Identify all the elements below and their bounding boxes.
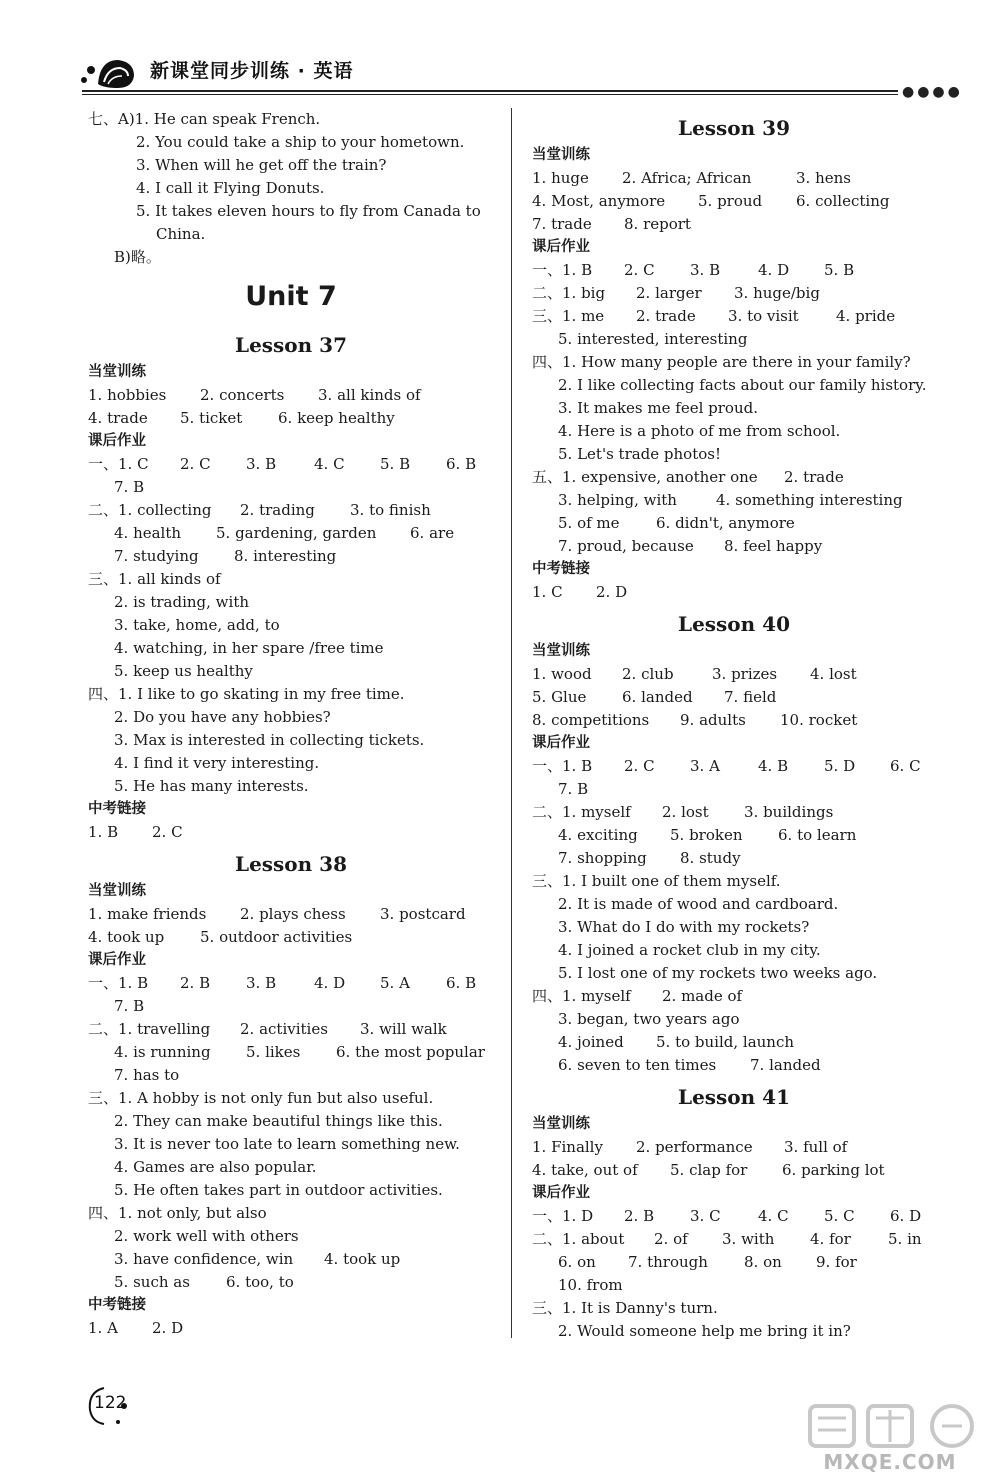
answer-text: 2. D — [596, 583, 628, 601]
answer-text: 8. on — [744, 1253, 782, 1271]
answer-text: 4. lost — [810, 665, 857, 683]
answer-text: 6. didn't, anymore — [656, 514, 795, 532]
answer-line — [532, 1008, 936, 1031]
answer-line — [532, 824, 936, 847]
answer-text: 5. to build, launch — [656, 1033, 795, 1051]
answer-text: 5. C — [824, 1207, 855, 1225]
answer-line — [532, 328, 936, 351]
answer-text: 9. for — [816, 1253, 857, 1271]
answer-line — [88, 522, 494, 545]
answer-line — [532, 1320, 936, 1343]
answer-line — [532, 1054, 936, 1077]
answer-text: 2. trade — [784, 468, 844, 486]
answer-text: China. — [156, 225, 206, 243]
answer-text: 5. He often takes part in outdoor activities. — [114, 1181, 443, 1199]
answer-line — [532, 1297, 936, 1320]
answer-text: 2. Would someone help me bring it in? — [558, 1322, 851, 1340]
answer-line — [532, 1274, 936, 1297]
lesson-heading: Lesson 41 — [678, 1085, 790, 1109]
answer-text: 1. make friends — [88, 905, 207, 923]
answer-line — [532, 778, 936, 801]
answer-text: 5. D — [824, 757, 856, 775]
section-label: 当堂训练 — [532, 147, 590, 163]
answer-line — [532, 1159, 936, 1182]
answer-text: 3. hens — [796, 169, 851, 187]
answer-text: 3. Max is interested in collecting tickets. — [114, 731, 425, 749]
header-rule-thin — [82, 94, 898, 95]
answer-text: 7. has to — [114, 1066, 180, 1084]
answer-line — [532, 1205, 936, 1228]
answer-text: 5. He has many interests. — [114, 777, 309, 795]
answer-line — [88, 1179, 494, 1202]
section-label: 课后作业 — [88, 952, 146, 968]
answer-text: 10. rocket — [780, 711, 858, 729]
answer-line — [88, 614, 494, 637]
answer-text: 6. parking lot — [782, 1161, 885, 1179]
answer-line — [88, 637, 494, 660]
answer-text: 5. outdoor activities — [200, 928, 353, 946]
answer-text: 6. to learn — [778, 826, 857, 844]
book-logo-icon — [78, 54, 140, 90]
answer-text: 5. broken — [670, 826, 743, 844]
answer-text: 5. likes — [246, 1043, 301, 1061]
answer-text: 3. began, two years ago — [558, 1010, 740, 1028]
header-title: 新课堂同步训练 · 英语 — [150, 60, 354, 82]
answer-text: 2. performance — [636, 1138, 753, 1156]
answer-text: 3. It makes me feel proud. — [558, 399, 758, 417]
answer-text: 二、1. big — [532, 284, 606, 302]
page-header — [78, 48, 963, 100]
answer-line — [532, 420, 936, 443]
answer-text: 7. B — [114, 478, 145, 496]
answer-line — [88, 903, 494, 926]
answer-text: 5. B — [824, 261, 855, 279]
answer-line — [532, 397, 936, 420]
answer-text: 三、1. It is Danny's turn. — [532, 1299, 718, 1317]
answer-line — [532, 870, 936, 893]
answer-text: 一、1. B — [532, 261, 593, 279]
answer-text: 七、A)1. He can speak French. — [88, 110, 321, 128]
answer-text: 8. study — [680, 849, 741, 867]
answer-text: B)略。 — [114, 248, 161, 266]
section-label: 课后作业 — [532, 239, 590, 255]
answer-line — [88, 995, 494, 1018]
answer-text: 3. all kinds of — [318, 386, 421, 404]
answer-text: 4. joined — [558, 1033, 624, 1051]
watermark-text: MXQE.COM — [823, 1450, 957, 1474]
answer-text: 3. will walk — [360, 1020, 447, 1038]
answer-line — [532, 581, 936, 604]
answer-text: 1. Finally — [532, 1138, 603, 1156]
answer-line — [88, 223, 494, 246]
answer-text: 8. report — [624, 215, 691, 233]
lesson-heading: Lesson 37 — [235, 333, 347, 357]
answer-text: 一、1. B — [532, 757, 593, 775]
answer-text: 4. D — [758, 261, 790, 279]
answer-line — [532, 985, 936, 1008]
answer-text: 6. the most popular — [336, 1043, 485, 1061]
answer-text: 2. made of — [662, 987, 743, 1005]
answer-text: 4. trade — [88, 409, 148, 427]
answer-text: 4. D — [314, 974, 346, 992]
answer-text: 5. Glue — [532, 688, 587, 706]
answer-line — [532, 1136, 936, 1159]
lesson-heading: Lesson 39 — [678, 116, 790, 140]
section-label: 中考链接 — [88, 1297, 146, 1313]
answer-text: 二、1. collecting — [88, 501, 212, 519]
answer-line — [88, 1202, 494, 1225]
answer-line — [88, 591, 494, 614]
section-label: 当堂训练 — [88, 883, 146, 899]
section-label: 当堂训练 — [532, 1116, 590, 1132]
answer-line — [532, 443, 936, 466]
answer-line — [532, 374, 936, 397]
answer-text: 4. I find it very interesting. — [114, 754, 320, 772]
answer-line — [532, 893, 936, 916]
answer-text: 5. of me — [558, 514, 620, 532]
section-label: 中考链接 — [532, 561, 590, 577]
answer-line — [532, 1228, 936, 1251]
answer-text: 2. C — [180, 455, 211, 473]
answer-text: 3. helping, with — [558, 491, 677, 509]
answer-text: 4. C — [314, 455, 345, 473]
answer-text: 7. studying — [114, 547, 199, 565]
answer-line — [88, 683, 494, 706]
answer-text: 6. landed — [622, 688, 693, 706]
answer-text: 3. have confidence, win — [114, 1250, 294, 1268]
answer-text: 5. interested, interesting — [558, 330, 748, 348]
answer-text: 4. I joined a rocket club in my city. — [558, 941, 821, 959]
lesson-heading: Lesson 38 — [235, 852, 347, 876]
answer-line — [532, 351, 936, 374]
column-divider — [511, 108, 512, 1338]
left-column — [88, 108, 494, 1340]
answer-line — [88, 660, 494, 683]
answer-line — [88, 177, 494, 200]
answer-line — [532, 535, 936, 558]
answer-line — [88, 1133, 494, 1156]
answer-text: 4. I call it Flying Donuts. — [136, 179, 325, 197]
answer-line — [88, 729, 494, 752]
answer-text: 2. B — [624, 1207, 655, 1225]
answer-text: 1. A — [88, 1319, 118, 1337]
answer-text: 3. B — [246, 974, 277, 992]
answer-text: 4. take, out of — [532, 1161, 638, 1179]
answer-text: 3. postcard — [380, 905, 466, 923]
answer-text: 3. prizes — [712, 665, 778, 683]
answer-text: 8. competitions — [532, 711, 650, 729]
answer-text: 2. lost — [662, 803, 709, 821]
answer-text: 5. gardening, garden — [216, 524, 377, 542]
answer-text: 3. B — [246, 455, 277, 473]
answer-text: 5. It takes eleven hours to fly from Canada to — [136, 202, 481, 220]
answer-text: 4. watching, in her spare /free time — [114, 639, 384, 657]
answer-text: 7. through — [628, 1253, 708, 1271]
answer-text: 五、1. expensive, another one — [532, 468, 758, 486]
answer-line — [532, 847, 936, 870]
answer-text: 3. huge/big — [734, 284, 820, 302]
answer-text: 7. landed — [750, 1056, 821, 1074]
answer-line — [88, 568, 494, 591]
answer-text: 1. hobbies — [88, 386, 167, 404]
answer-text: 5. A — [380, 974, 410, 992]
answer-text: 一、1. C — [88, 455, 149, 473]
answer-text: 4. B — [758, 757, 789, 775]
answer-text: 6. on — [558, 1253, 596, 1271]
answer-text: 2. B — [180, 974, 211, 992]
answer-text: 2. trade — [636, 307, 696, 325]
answer-text: 3. to visit — [728, 307, 799, 325]
answer-line — [88, 775, 494, 798]
answer-text: 5. I lost one of my rockets two weeks ago. — [558, 964, 878, 982]
answer-line — [532, 259, 936, 282]
answer-line — [88, 453, 494, 476]
answer-text: 2. activities — [240, 1020, 328, 1038]
answer-text: 四、1. I like to go skating in my free time. — [88, 685, 405, 703]
answer-text: 7. proud, because — [558, 537, 694, 555]
answer-text: 7. trade — [532, 215, 592, 233]
answer-line — [88, 1271, 494, 1294]
answer-line — [88, 1317, 494, 1340]
answer-line — [532, 466, 936, 489]
answer-text: 三、1. I built one of them myself. — [532, 872, 781, 890]
answer-text: 四、1. How many people are there in your family? — [532, 353, 911, 371]
answer-line — [532, 1251, 936, 1274]
answer-text: 6. too, to — [226, 1273, 294, 1291]
page-number: 122 — [94, 1393, 127, 1413]
answer-text: 2. plays chess — [240, 905, 346, 923]
section-label: 课后作业 — [532, 1185, 590, 1201]
answer-text: 4. something interesting — [716, 491, 903, 509]
answer-text: 3. When will he get off the train? — [136, 156, 387, 174]
answer-line — [532, 213, 936, 236]
answer-text: 2. C — [624, 757, 655, 775]
answer-text: 10. from — [558, 1276, 623, 1294]
answer-line — [88, 1156, 494, 1179]
answer-line — [88, 131, 494, 154]
lesson-heading: Lesson 40 — [678, 612, 790, 636]
answer-text: 2. D — [152, 1319, 184, 1337]
answer-line — [88, 1018, 494, 1041]
answer-text: 6. B — [446, 455, 477, 473]
answer-line — [88, 1248, 494, 1271]
answer-text: 9. adults — [680, 711, 746, 729]
answer-text: 6. keep healthy — [278, 409, 395, 427]
answer-line — [532, 512, 936, 535]
answer-text: 3. to finish — [350, 501, 431, 519]
answer-line — [532, 167, 936, 190]
answer-text: 3. take, home, add, to — [114, 616, 280, 634]
answer-line — [532, 686, 936, 709]
answer-line — [532, 962, 936, 985]
answer-line — [532, 709, 936, 732]
answer-line — [88, 706, 494, 729]
answer-line — [532, 282, 936, 305]
answer-text: 4. pride — [836, 307, 896, 325]
answer-line — [88, 407, 494, 430]
answer-text: 6. B — [446, 974, 477, 992]
answer-line — [532, 190, 936, 213]
answer-text: 二、1. about — [532, 1230, 625, 1248]
answer-text: 四、1. not only, but also — [88, 1204, 267, 1222]
answer-line — [88, 1041, 494, 1064]
answer-text: 5. such as — [114, 1273, 190, 1291]
answer-text: 2. It is made of wood and cardboard. — [558, 895, 839, 913]
section-label: 中考链接 — [88, 801, 146, 817]
answer-line — [88, 108, 494, 131]
answer-line — [88, 1225, 494, 1248]
answer-text: 4. health — [114, 524, 182, 542]
answer-text: 3. full of — [784, 1138, 848, 1156]
answer-text: 5. keep us healthy — [114, 662, 253, 680]
answer-line — [532, 305, 936, 328]
answer-line — [88, 821, 494, 844]
section-label: 当堂训练 — [88, 364, 146, 380]
answer-line — [88, 1110, 494, 1133]
answer-text: 二、1. travelling — [88, 1020, 211, 1038]
answer-text: 6. are — [410, 524, 455, 542]
answer-text: 6. C — [890, 757, 921, 775]
answer-line — [88, 154, 494, 177]
answer-text: 3. B — [690, 261, 721, 279]
header-rule — [82, 90, 898, 92]
answer-text: 4. took up — [88, 928, 165, 946]
answer-text: 2. You could take a ship to your hometown. — [136, 133, 465, 151]
answer-text: 4. for — [810, 1230, 851, 1248]
section-label: 课后作业 — [88, 433, 146, 449]
answer-text: 3. with — [722, 1230, 775, 1248]
answer-text: 二、1. myself — [532, 803, 631, 821]
answer-line — [88, 972, 494, 995]
answer-line — [532, 663, 936, 686]
header-dots: ●●●● — [902, 84, 963, 100]
answer-text: 8. feel happy — [724, 537, 823, 555]
answer-text: 2. trading — [240, 501, 315, 519]
answer-text: 一、1. B — [88, 974, 149, 992]
answer-text: 5. proud — [698, 192, 763, 210]
answer-text: 四、1. myself — [532, 987, 631, 1005]
answer-line — [532, 939, 936, 962]
answer-text: 2. Africa; African — [622, 169, 752, 187]
answer-text: 6. seven to ten times — [558, 1056, 717, 1074]
answer-text: 4. Most, anymore — [532, 192, 666, 210]
answer-text: 1. huge — [532, 169, 589, 187]
answer-text: 三、1. me — [532, 307, 605, 325]
answer-text: 4. Games are also popular. — [114, 1158, 317, 1176]
answer-text: 4. is running — [114, 1043, 211, 1061]
answer-text: 6. D — [890, 1207, 922, 1225]
answer-text: 3. C — [690, 1207, 721, 1225]
answer-line — [88, 545, 494, 568]
answer-text: 3. buildings — [744, 803, 834, 821]
answer-text: 1. wood — [532, 665, 592, 683]
answer-text: 8. interesting — [234, 547, 337, 565]
answer-line — [88, 926, 494, 949]
answer-text: 2. is trading, with — [114, 593, 250, 611]
answer-text: 三、1. all kinds of — [88, 570, 221, 588]
answer-line — [88, 246, 494, 269]
answer-line — [88, 384, 494, 407]
answer-text: 4. Here is a photo of me from school. — [558, 422, 841, 440]
answer-text: 4. took up — [324, 1250, 401, 1268]
right-column — [532, 108, 936, 1343]
answer-line — [532, 916, 936, 939]
answer-line — [532, 755, 936, 778]
section-label: 课后作业 — [532, 735, 590, 751]
answer-text: 1. B — [88, 823, 119, 841]
answer-text: 2. of — [654, 1230, 688, 1248]
answer-text: 一、1. D — [532, 1207, 594, 1225]
answer-text: 2. They can make beautiful things like this. — [114, 1112, 443, 1130]
answer-text: 7. shopping — [558, 849, 647, 867]
unit-heading: Unit 7 — [245, 281, 337, 312]
answer-line — [88, 1087, 494, 1110]
answer-text: 2. work well with others — [114, 1227, 299, 1245]
answer-text: 三、1. A hobby is not only fun but also useful. — [88, 1089, 434, 1107]
answer-text: 2. I like collecting facts about our family history. — [558, 376, 927, 394]
answer-text: 4. C — [758, 1207, 789, 1225]
answer-text: 5. ticket — [180, 409, 243, 427]
answer-line — [532, 1031, 936, 1054]
answer-text: 6. collecting — [796, 192, 890, 210]
answer-line — [532, 489, 936, 512]
answer-text: 5. clap for — [670, 1161, 748, 1179]
answer-text: 7. B — [558, 780, 589, 798]
answer-text: 7. field — [724, 688, 777, 706]
answer-text: 2. larger — [636, 284, 702, 302]
answer-text: 5. in — [888, 1230, 922, 1248]
answer-text: 2. C — [152, 823, 183, 841]
answer-text: 3. It is never too late to learn something new. — [114, 1135, 460, 1153]
answer-text: 2. C — [624, 261, 655, 279]
answer-text: 1. C — [532, 583, 563, 601]
answer-text: 5. Let's trade photos! — [558, 445, 722, 463]
answer-line — [88, 1064, 494, 1087]
answer-line — [88, 200, 494, 223]
answer-text: 3. A — [690, 757, 720, 775]
section-label: 当堂训练 — [532, 643, 590, 659]
answer-text: 2. concerts — [200, 386, 285, 404]
answer-text: 4. exciting — [558, 826, 638, 844]
answer-text: 2. Do you have any hobbies? — [114, 708, 331, 726]
answer-text: 5. B — [380, 455, 411, 473]
answer-text: 3. What do I do with my rockets? — [558, 918, 810, 936]
answer-line — [532, 801, 936, 824]
answer-line — [88, 476, 494, 499]
answer-text: 7. B — [114, 997, 145, 1015]
answer-line — [88, 499, 494, 522]
answer-text: 2. club — [622, 665, 674, 683]
answer-line — [88, 752, 494, 775]
